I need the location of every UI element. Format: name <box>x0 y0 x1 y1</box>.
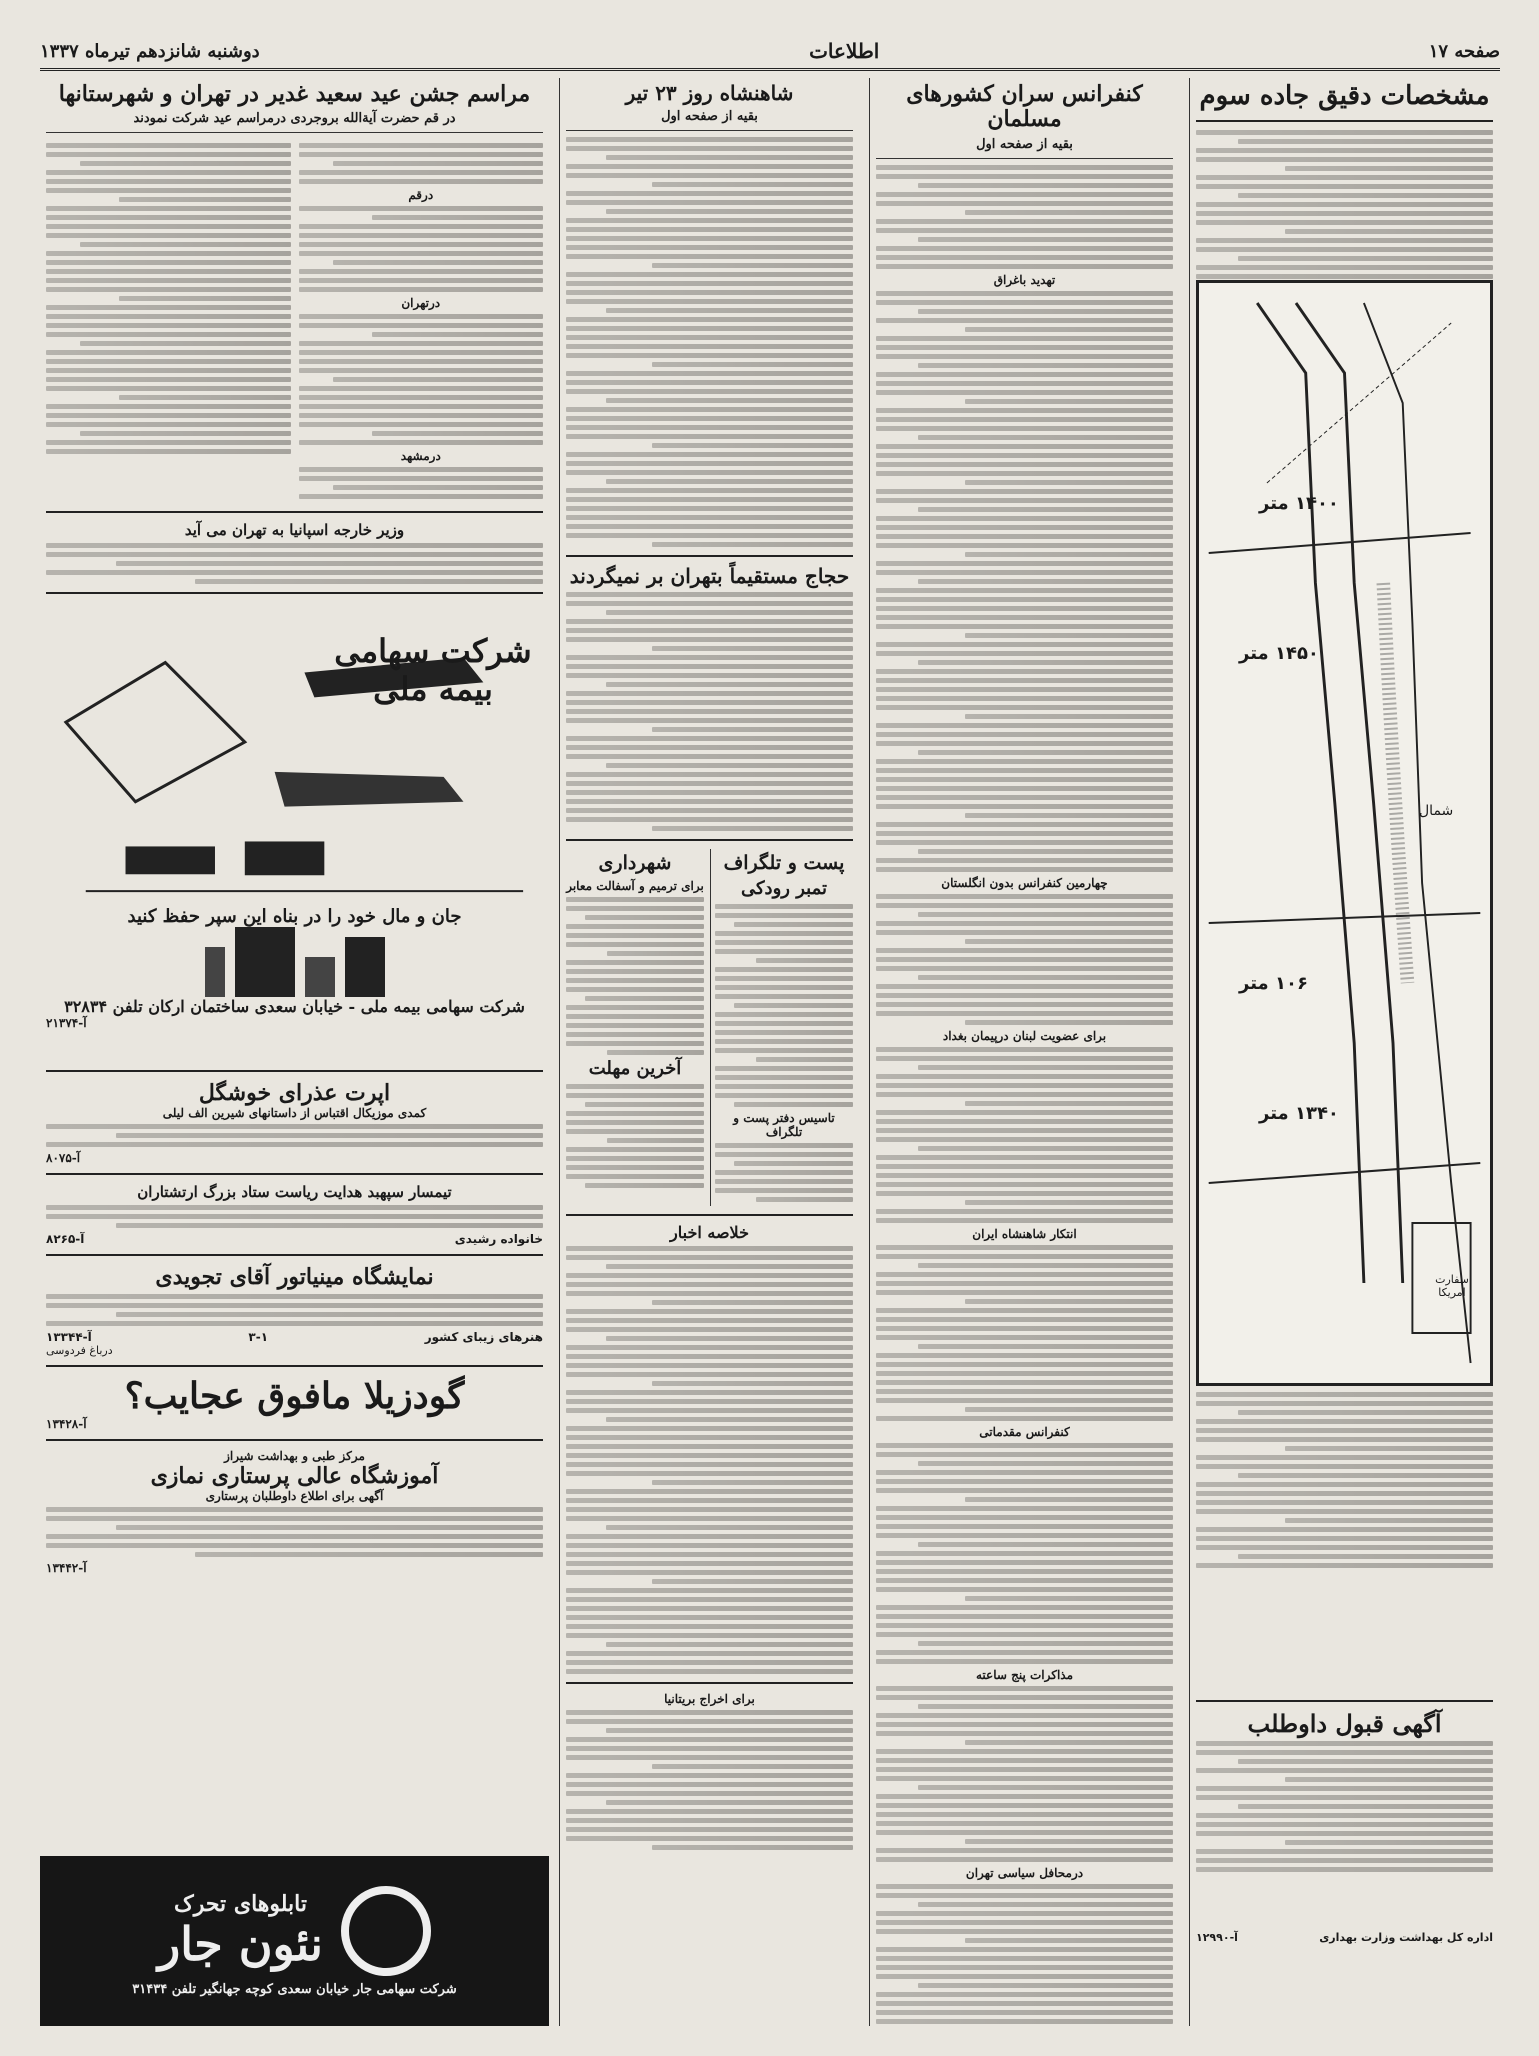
ad-miniature-place: درباغ فردوسی <box>46 1344 113 1358</box>
ad-insurance-title: شرکت سهامی بیمه ملی <box>334 632 532 709</box>
ad-miniature-extra: ۳-۱ <box>248 1330 269 1345</box>
ad-neon-title: تابلوهای تحرک <box>174 1890 307 1917</box>
page-number: صفحه ۱۷ <box>1428 40 1500 62</box>
ad-operetta-code: آ-۸۰۷۵ <box>46 1151 81 1166</box>
article-headline-deadline: آخرین مهلت <box>588 1057 682 1079</box>
article-headline-spain: وزیر خارجه اسپانیا به تهران می آید <box>184 521 405 540</box>
ad-national-insurance <box>46 602 543 1062</box>
column-4 <box>40 78 549 2026</box>
ad-godzilla <box>46 1375 543 1431</box>
ad-operetta-title: اپرت عذرای خوشگل <box>198 1080 391 1107</box>
ad-body-applicants <box>1196 1741 1493 1931</box>
map-label-1340: ۱۳۴۰ متر <box>1259 1102 1339 1124</box>
road-map <box>1196 280 1493 1386</box>
paper-name: اطلاعات <box>809 39 880 63</box>
ad-godzilla-title: گودزیلا مافوق عجایب؟ <box>124 1375 465 1418</box>
article-headline-britain: برای اخراج بریتانیا <box>664 1691 755 1706</box>
news-summary-title: خلاصه اخبار <box>670 1222 749 1242</box>
ad-operetta-sub: کمدی موزیکال اقتباس از داستانهای شیرین الف لیلی <box>162 1106 427 1121</box>
section-heading-1: تهدید باغراق <box>993 272 1056 287</box>
news-summary-body <box>566 1246 853 1674</box>
section-heading-office: تاسیس دفتر پست و تلگراف <box>733 1110 835 1139</box>
ad-nursing-org: مرکز طبی و بهداشت شیراز <box>224 1449 365 1464</box>
article-continuation-roads <box>1196 1392 1493 1692</box>
article-body-conference <box>876 165 1173 2026</box>
article-headline-ghadir: مراسم جشن عید سعید غدیر در تهران و شهرستانها <box>58 81 531 107</box>
issue-date: دوشنبه شانزدهم تیرماه ۱۳۳۷ <box>40 40 260 62</box>
article-body-shah <box>566 137 853 547</box>
ad-godzilla-code: آ-۱۳۴۲۸ <box>46 1417 87 1432</box>
article-body-ghadir <box>46 139 543 503</box>
section-qom: درقم <box>408 188 434 203</box>
map-label-embassy: سفارت امریکا <box>1435 1272 1469 1299</box>
ad-neon-brand: نئون جار <box>158 1916 323 1971</box>
section-tehran: درتهران <box>401 296 441 311</box>
ad-operetta <box>46 1080 543 1165</box>
ad-condolence-code: آ-۸۲۶۵ <box>46 1232 85 1247</box>
article-headline-roads: مشخصات دقیق جاده سوم <box>1199 81 1490 111</box>
ad-insurance-code: آ-۲۱۳۷۴ <box>46 1016 87 1031</box>
ad-miniature <box>46 1264 543 1357</box>
ad-footer-applicants <box>1196 1931 1493 1944</box>
column-3 <box>559 78 859 2026</box>
article-municipality <box>566 849 704 1206</box>
ad-condolence-title: تیمسار سپهبد هدایت ریاست ستاد بزرگ ارتشتاران <box>137 1183 452 1202</box>
neon-logo-icon <box>341 1886 431 1976</box>
article-headline-conference: کنفرانس سران کشورهای مسلمان <box>906 81 1143 133</box>
ad-insurance-buildings <box>46 927 543 997</box>
section-heading-6: مذاکرات پنج ساعته <box>975 1667 1073 1682</box>
ad-neon-jar <box>40 1856 549 2026</box>
article-body-britain <box>566 1710 853 1850</box>
ad-nursing-school <box>46 1449 543 1575</box>
ad-code: آ-۱۲۹۹۰ <box>1196 1931 1238 1945</box>
ad-org: اداره کل بهداشت وزارت بهداری <box>1319 1931 1493 1945</box>
article-sub-conference: بقیه از صفحه اول <box>976 136 1073 152</box>
section-heading-5: کنفرانس مقدماتی <box>979 1424 1070 1439</box>
map-label-106: ۱۰۶ متر <box>1239 972 1308 994</box>
ad-nursing-title: آموزشگاه عالی پرستاری نمازی <box>150 1463 439 1490</box>
section-heading-4: انتکار شاهنشاه ایران <box>972 1226 1077 1241</box>
column-1 <box>1189 78 1499 2026</box>
ad-headline-applicants: آگهی قبول داوطلب <box>1247 1708 1442 1738</box>
article-headline-shah: شاهنشاه روز ۲۳ تیر <box>625 81 794 105</box>
column-2 <box>869 78 1179 2026</box>
article-sub-ghadir: در قم حضرت آیةالله بروجردی درمراسم عید شرکت نمودند <box>133 111 456 127</box>
ad-nursing-sub: آگهی برای اطلاع داوطلبان پرستاری <box>205 1489 384 1504</box>
section-heading-7: درمحافل سیاسی تهران <box>965 1865 1084 1880</box>
article-headline-stamp: تمبر رودکی <box>740 877 828 899</box>
article-headline-municipality: شهرداری <box>598 852 672 874</box>
article-headline-pilgrims: حجاج مستقیماً بتهران بر نمیگردند <box>569 564 850 588</box>
ad-neon-footer: شرکت سهامی جار خیابان سعدی کوچه جهانگیر تلفن ۳۱۴۳۴ <box>132 1981 457 1997</box>
article-post <box>710 849 853 1206</box>
article-headline-post: پست و تلگراف <box>723 852 845 874</box>
map-label-1400: ۱۴۰۰ متر <box>1259 492 1339 514</box>
ad-miniature-title: نمایشگاه مینیاتور آقای تجویدی <box>155 1264 434 1291</box>
article-body-spain <box>46 543 543 584</box>
ad-nursing-code: آ-۱۳۴۴۲ <box>46 1561 87 1576</box>
section-heading-2: چهارمین کنفرانس بدون انگلستان <box>941 875 1108 890</box>
section-heading-3: برای عضویت لبنان درپیمان بغداد <box>942 1028 1107 1043</box>
map-label-1450: ۱۴۵۰ متر <box>1239 642 1319 664</box>
article-sub-municipality: برای ترمیم و آسفالت معابر <box>566 878 704 893</box>
article-body-pilgrims <box>566 592 853 831</box>
ad-condolence-sign: خانواده رشیدی <box>454 1232 543 1247</box>
masthead <box>40 34 1500 71</box>
ad-condolence <box>46 1183 543 1246</box>
section-mashhad: درمشهد <box>400 449 441 464</box>
map-label-north: شمال <box>1419 802 1454 819</box>
ad-insurance-address: شرکت سهامی بیمه ملی - خیابان سعدی ساختمان ارکان تلفن ۳۲۸۳۴ <box>64 997 525 1017</box>
ad-insurance-slogan: جان و مال خود را در بناه این سپر حفظ کنید <box>127 906 462 928</box>
ad-miniature-org: هنرهای زیبای کشور <box>424 1330 543 1345</box>
road-map-drawing <box>1199 283 1490 1383</box>
ad-miniature-code: آ-۱۳۳۴۴ <box>46 1330 92 1345</box>
article-sub-shah: بقیه از صفحه اول <box>661 109 758 124</box>
